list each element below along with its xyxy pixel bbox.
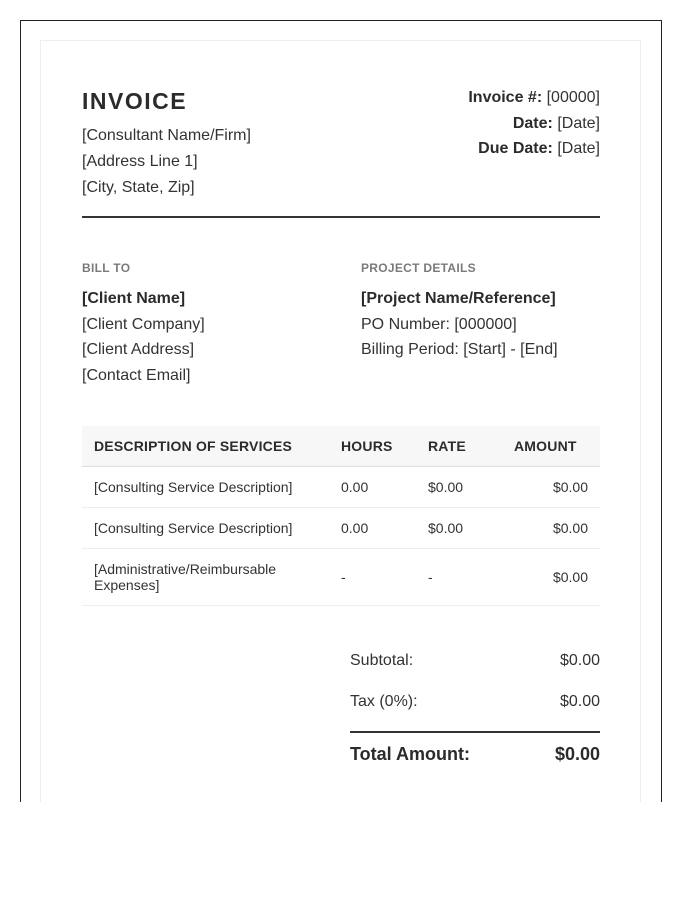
consultant-info	[82, 123, 251, 201]
header-hours: HOURS	[341, 426, 428, 466]
consultant-address: [Address Line 1]	[82, 153, 198, 170]
invoice-meta	[468, 85, 600, 162]
tax-value: $0.00	[559, 692, 600, 710]
totals-section	[350, 640, 600, 765]
table-row	[82, 466, 600, 507]
subtotal-label: Subtotal:	[350, 651, 414, 669]
row-rate: $0.00	[428, 507, 514, 548]
totals-divider	[350, 731, 600, 733]
row-amount: $0.00	[514, 548, 600, 605]
billing-period: Billing Period: [Start] - [End]	[361, 341, 558, 359]
due-date-row	[468, 136, 600, 162]
project-details-label: PROJECT DETAILS	[361, 261, 476, 275]
client-email: [Contact Email]	[82, 367, 191, 385]
header-divider	[82, 216, 600, 218]
invoice-number-row	[468, 85, 600, 111]
date-value: [Date]	[557, 114, 600, 132]
bill-to-section	[82, 261, 205, 389]
date-label: Date:	[512, 114, 553, 132]
services-table	[82, 426, 600, 606]
row-hours: 0.00	[341, 466, 428, 507]
invoice-number-label: Invoice #:	[468, 89, 543, 106]
total-row	[350, 744, 600, 765]
header-rate: RATE	[428, 426, 514, 466]
row-description: [Consulting Service Description]	[82, 507, 341, 548]
header-amount: AMOUNT	[514, 426, 600, 466]
project-name: [Project Name/Reference]	[361, 290, 556, 307]
row-amount: $0.00	[514, 507, 600, 548]
subtotal-value: $0.00	[559, 651, 600, 669]
table-row	[82, 548, 600, 605]
row-amount: $0.00	[514, 466, 600, 507]
total-value: $0.00	[554, 744, 600, 764]
row-hours: 0.00	[341, 507, 428, 548]
po-number: PO Number: [000000]	[361, 315, 517, 333]
invoice-number-value: [00000]	[546, 89, 600, 106]
client-name: [Client Name]	[82, 290, 186, 307]
tax-label: Tax (0%):	[350, 692, 418, 710]
row-description: [Consulting Service Description]	[82, 466, 341, 507]
due-date-label: Due Date:	[478, 140, 553, 157]
client-address: [Client Address]	[82, 341, 195, 359]
invoice-title: INVOICE	[82, 88, 188, 114]
row-rate: -	[428, 548, 514, 605]
row-hours: -	[341, 548, 428, 605]
client-company: [Client Company]	[82, 315, 205, 333]
project-details-section	[361, 261, 558, 363]
subtotal-row	[350, 640, 600, 681]
table-header-row	[82, 426, 600, 466]
consultant-name: [Consultant Name/Firm]	[82, 127, 251, 144]
consultant-city: [City, State, Zip]	[82, 179, 195, 196]
due-date-value: [Date]	[557, 140, 600, 157]
tax-row	[350, 681, 600, 722]
total-label: Total Amount:	[350, 744, 470, 764]
header-description: DESCRIPTION OF SERVICES	[82, 426, 341, 466]
bill-to-label: BILL TO	[82, 261, 131, 275]
row-description: [Administrative/Reimbursable Expenses]	[82, 548, 341, 605]
table-row	[82, 507, 600, 548]
row-rate: $0.00	[428, 466, 514, 507]
date-row	[468, 111, 600, 137]
